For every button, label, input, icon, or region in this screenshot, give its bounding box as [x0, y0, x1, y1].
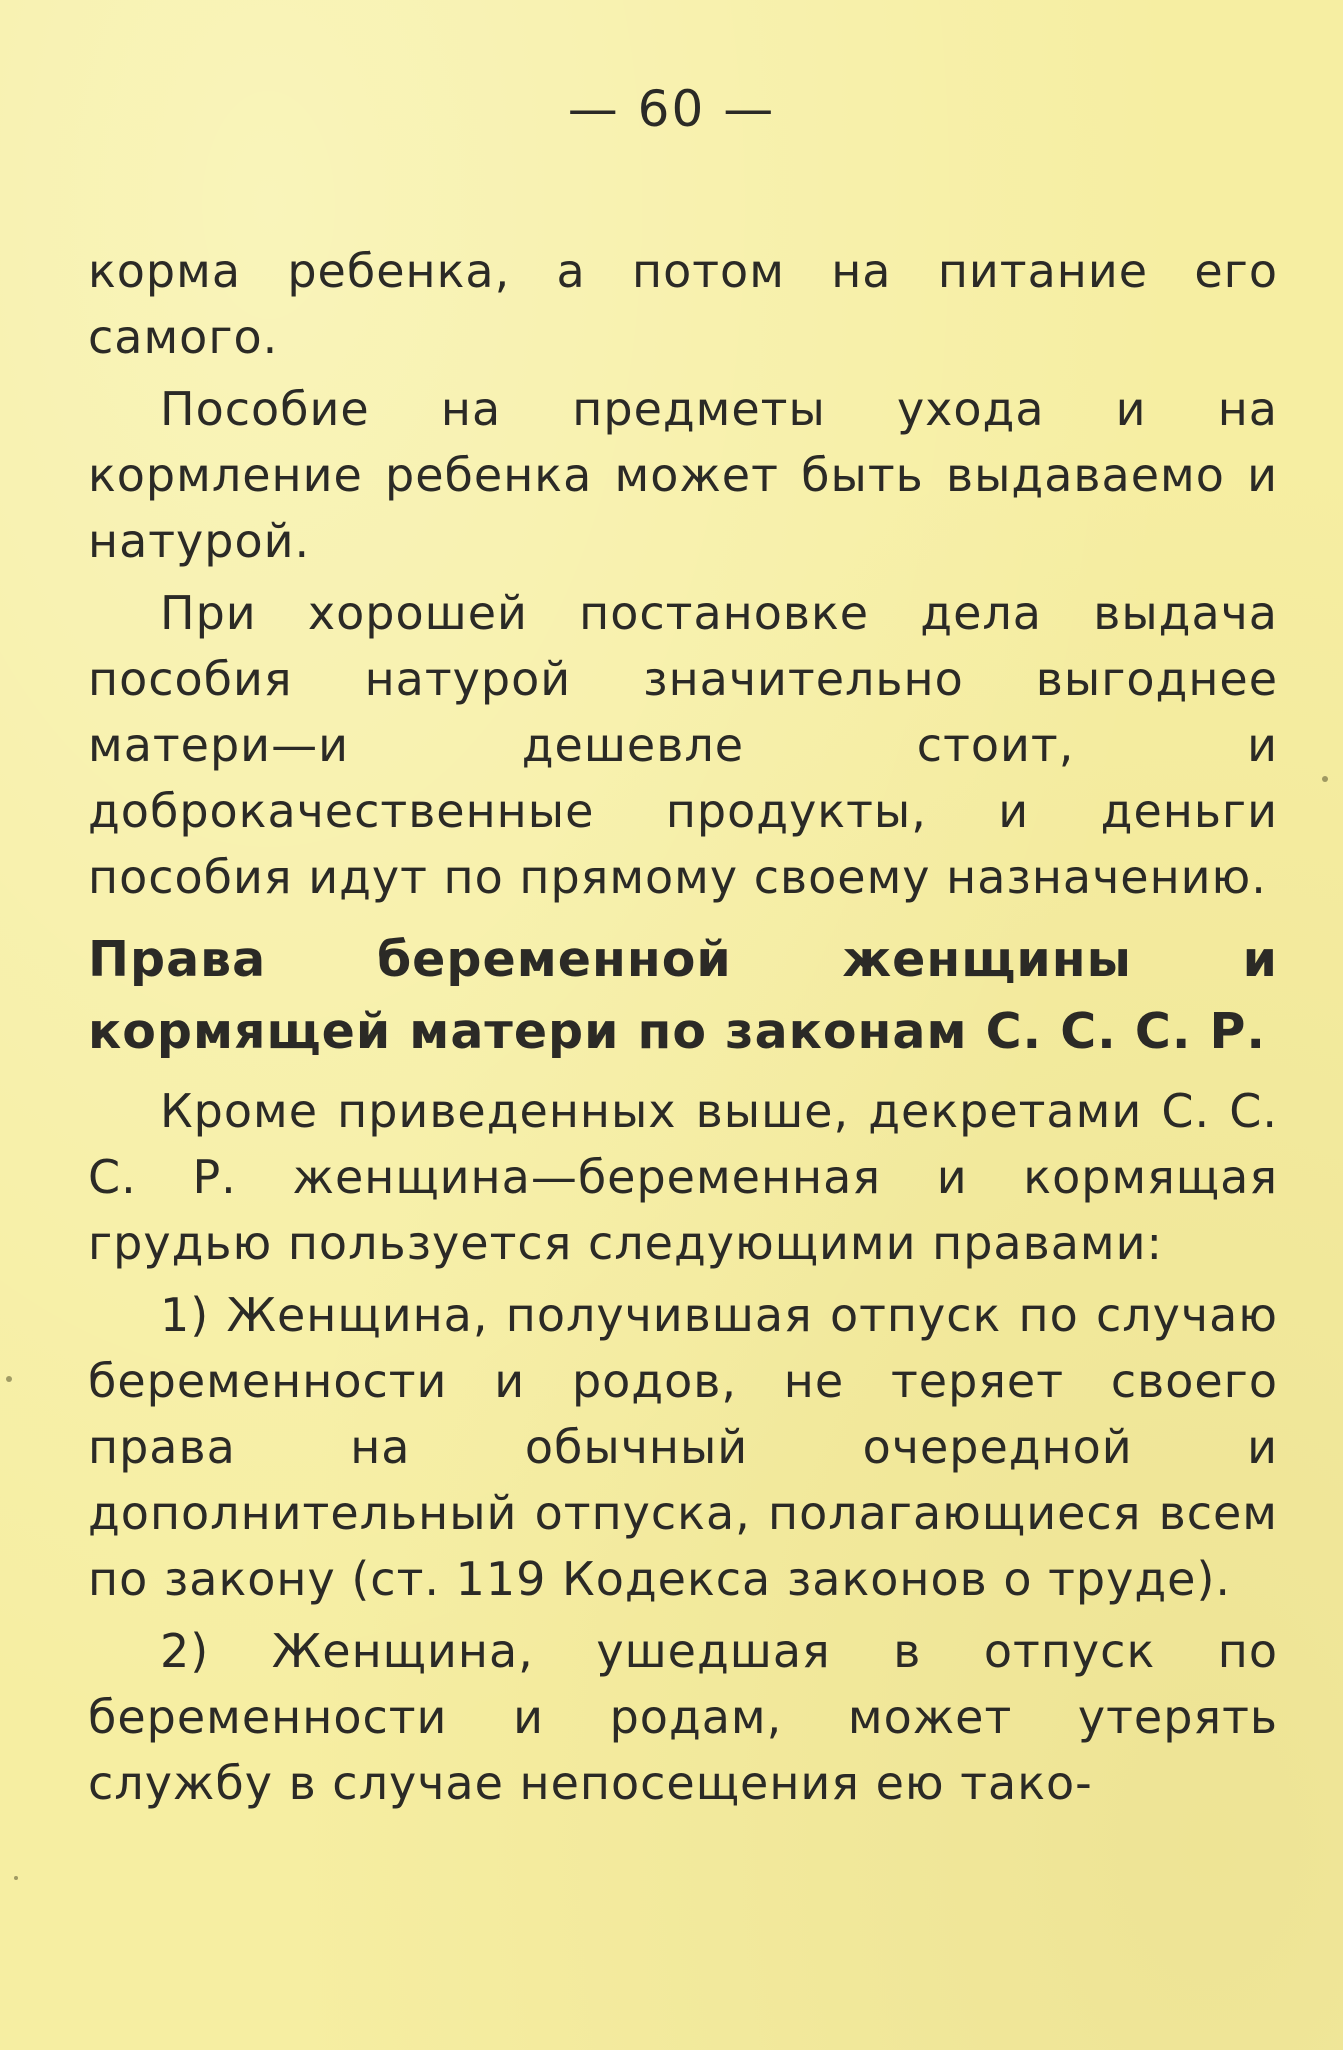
paragraph-rights-intro: Кроме приведенных выше, декретами С. С. С. Р. женщина—беременная и кормящая грудью пользуется следующими правами:: [88, 1084, 1278, 1270]
paper-speck: [1322, 776, 1328, 782]
paragraph-continuation: корма ребенка, а потом на питание его самого.: [88, 244, 1278, 364]
paper-speck: [6, 1376, 12, 1382]
section-heading: Права беременной женщины и кормящей матери по законам С. С. С. Р.: [88, 931, 1278, 1060]
paragraph-right-1: 1) Женщина, получившая отпуск по случаю беременности и родов, не теряет своего права на обычный очередной и дополнительный отпуска, полагающиеся всем по закону (ст. 119 Кодекса законов о труде).: [88, 1288, 1278, 1606]
paper-speck: [14, 1876, 18, 1880]
page-number: — 60 —: [567, 80, 776, 138]
page-body: [88, 238, 1278, 1822]
paragraph-benefit-in-kind: Пособие на предметы ухода и на кормление ребенка может быть выдаваемо и натурой.: [88, 382, 1278, 568]
paragraph-right-2: 2) Женщина, ушедшая в отпуск по беременности и родам, может утерять службу в случае непосещения ею тако-: [88, 1624, 1278, 1810]
paragraph-benefit-advantages: При хорошей постановке дела выдача пособия натурой значительно выгоднее матери—и дешевле стоит, и доброкачественные продукты, и деньги пособия идут по прямому своему назначению.: [88, 586, 1278, 904]
